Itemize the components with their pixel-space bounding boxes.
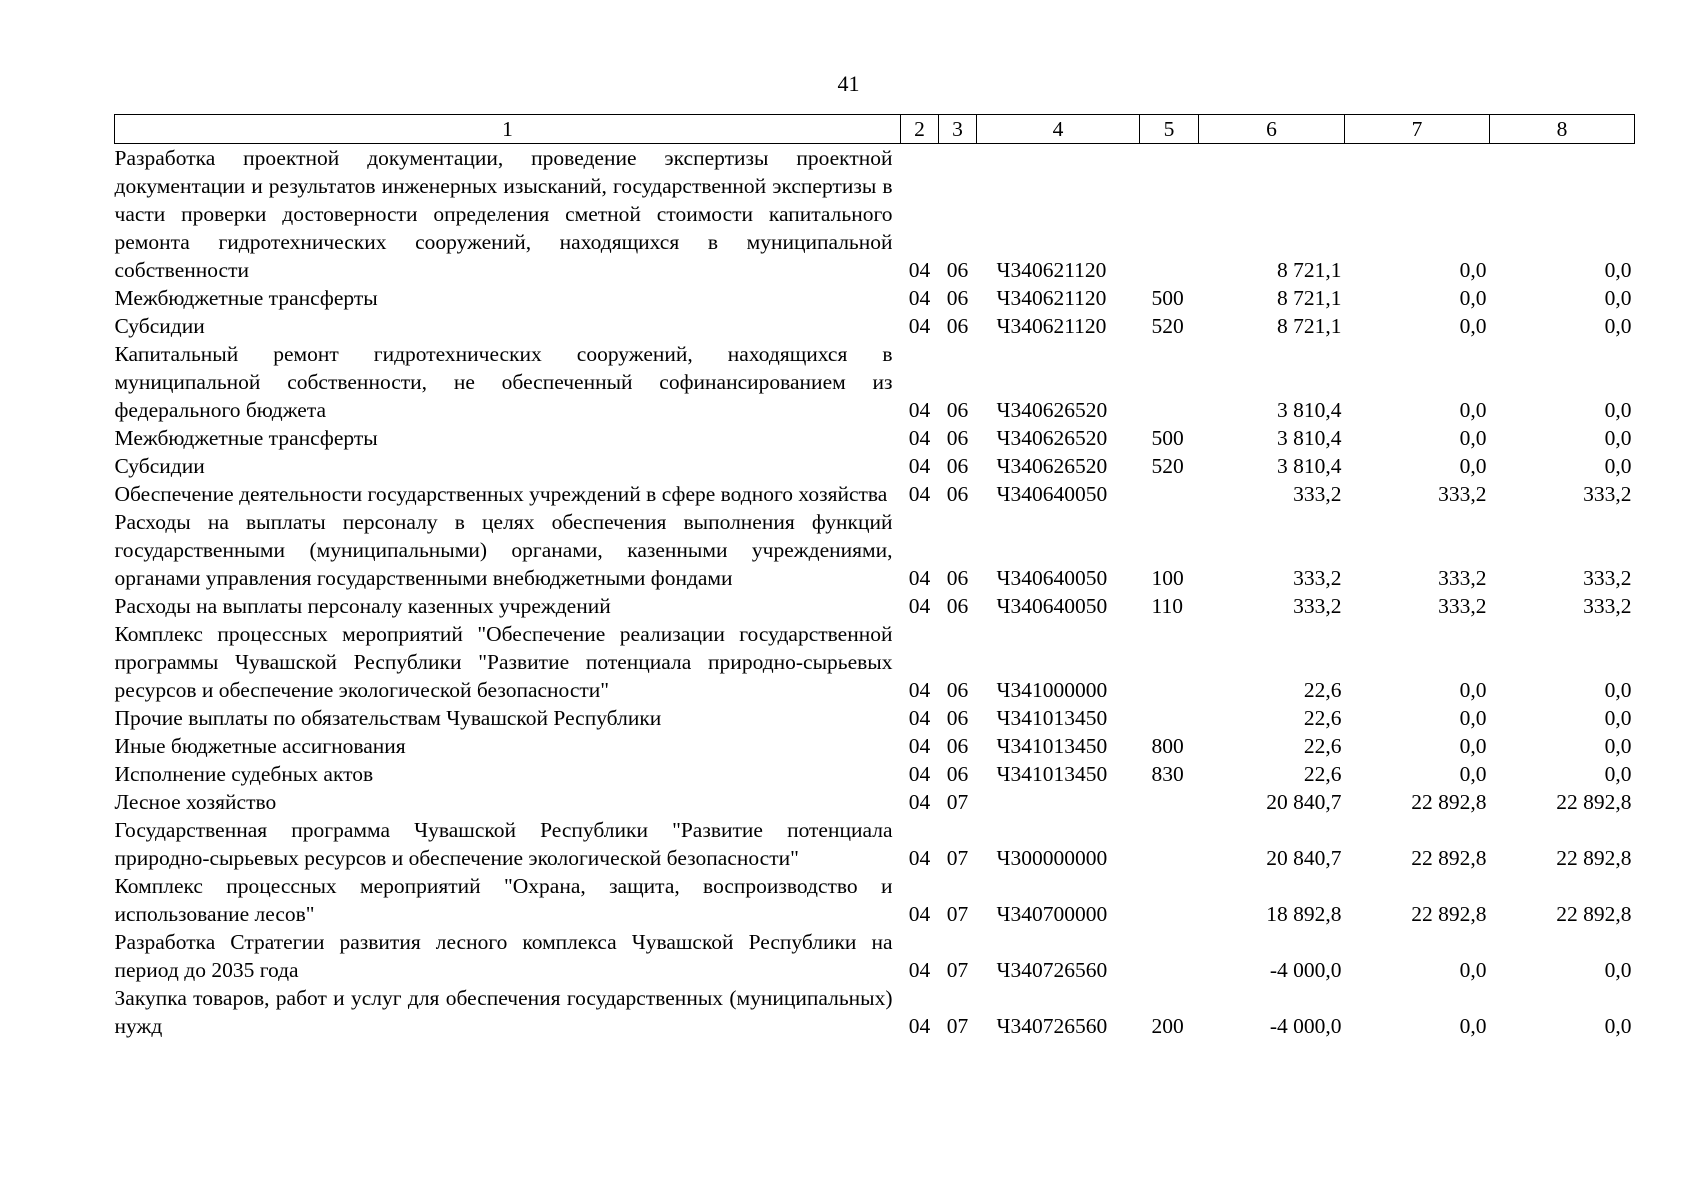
target-item-code-cell: Ч340626520 <box>996 398 1108 422</box>
expense-type-code-cell <box>1140 480 1199 508</box>
expense-name-cell: Комплекс процессных мероприятий "Охрана, защита, воспроизводство и использование лесов" <box>114 874 893 926</box>
amount-col6-cell: 3 810,4 <box>1277 398 1342 422</box>
amount-col6-cell: 333,2 <box>1293 594 1342 618</box>
target-item-code-cell: Ч340640050 <box>996 594 1108 618</box>
amount-col8-cell: 0,0 <box>1604 1014 1632 1038</box>
amount-col6-cell: 8 721,1 <box>1277 258 1342 282</box>
amount-col7-cell: 22 892,8 <box>1411 790 1487 814</box>
amount-col8-cell: 0,0 <box>1604 706 1632 730</box>
amount-col6-cell: 22,6 <box>1303 678 1342 702</box>
target-item-code-cell: Ч340621120 <box>996 286 1107 310</box>
target-item-code-cell: Ч340621120 <box>996 258 1107 282</box>
header-cell-6: 6 <box>1199 115 1345 144</box>
amount-col6-cell: 20 840,7 <box>1266 846 1342 870</box>
table-row <box>115 312 1635 340</box>
expense-type-code-cell <box>1140 144 1199 285</box>
subsection-code-cell: 07 <box>946 846 969 870</box>
subsection-code-cell: 06 <box>946 566 969 590</box>
expense-type-code-cell: 200 <box>1151 1014 1184 1038</box>
amount-col8-cell: 0,0 <box>1604 426 1632 450</box>
expense-name-cell: Лесное хозяйство <box>114 790 277 814</box>
table-header <box>115 115 1635 144</box>
header-cell-1: 1 <box>115 115 901 144</box>
expense-type-code-cell: 110 <box>1151 594 1183 618</box>
amount-col8-cell: 333,2 <box>1583 594 1632 618</box>
header-cell-8: 8 <box>1490 115 1635 144</box>
amount-col7-cell: 0,0 <box>1459 426 1487 450</box>
table-row <box>115 284 1635 312</box>
expense-type-code-cell: 500 <box>1151 426 1184 450</box>
target-item-code-cell: Ч300000000 <box>996 846 1108 870</box>
expense-name-cell: Межбюджетные трансферты <box>114 286 378 310</box>
table-row <box>115 704 1635 732</box>
expense-name-cell: Прочие выплаты по обязательствам Чувашской Республики <box>114 706 662 730</box>
amount-col6-cell: 22,6 <box>1303 734 1342 758</box>
expense-name-cell: Межбюджетные трансферты <box>114 426 378 450</box>
section-code-cell: 04 <box>908 258 931 282</box>
target-item-code-cell: Ч340626520 <box>996 454 1108 478</box>
expense-type-code-cell <box>1140 620 1199 704</box>
table-row <box>115 816 1635 872</box>
section-code-cell: 04 <box>908 678 931 702</box>
section-code-cell: 04 <box>908 790 931 814</box>
table-row <box>115 872 1635 928</box>
expense-type-code-cell: 520 <box>1151 454 1184 478</box>
expense-name-cell: Государственная программа Чувашской Республики "Развитие потенциала природно-сырьевых ресурсов и обеспечение экологической безопасности" <box>114 818 893 870</box>
amount-col7-cell: 0,0 <box>1459 734 1487 758</box>
expense-type-code-cell: 100 <box>1151 566 1184 590</box>
subsection-code-cell: 06 <box>946 286 969 310</box>
expense-type-code-cell <box>1140 872 1199 928</box>
amount-col6-cell: 22,6 <box>1303 762 1342 786</box>
expense-name-cell: Расходы на выплаты персоналу в целях обеспечения выполнения функций государственными (муниципальными) органами, казенными учреждениями, органами управления государственными внебюджетными фондами <box>114 510 893 590</box>
amount-col7-cell: 0,0 <box>1459 958 1487 982</box>
subsection-code-cell: 06 <box>946 706 969 730</box>
subsection-code-cell: 07 <box>946 790 969 814</box>
amount-col7-cell: 333,2 <box>1438 482 1487 506</box>
section-code-cell: 04 <box>908 734 931 758</box>
header-row <box>115 115 1635 144</box>
subsection-code-cell: 06 <box>946 762 969 786</box>
section-code-cell: 04 <box>908 846 931 870</box>
table-row <box>115 480 1635 508</box>
expense-name-cell: Расходы на выплаты персоналу казенных учреждений <box>114 594 611 618</box>
subsection-code-cell: 07 <box>946 902 969 926</box>
expense-name-cell: Закупка товаров, работ и услуг для обеспечения государственных (муниципальных) нужд <box>114 986 893 1038</box>
expense-name-cell: Капитальный ремонт гидротехнических сооружений, находящихся в муниципальной собственности, не обеспеченный софинансированием из федерального бюджета <box>114 342 893 422</box>
amount-col7-cell: 0,0 <box>1459 454 1487 478</box>
amount-col6-cell: 18 892,8 <box>1266 902 1342 926</box>
subsection-code-cell: 06 <box>946 398 969 422</box>
amount-col8-cell: 0,0 <box>1604 314 1632 338</box>
amount-col7-cell: 0,0 <box>1459 314 1487 338</box>
table-row <box>115 340 1635 424</box>
target-item-code-cell: Ч340626520 <box>996 426 1108 450</box>
amount-col6-cell: 22,6 <box>1303 706 1342 730</box>
amount-col8-cell: 22 892,8 <box>1556 902 1632 926</box>
subsection-code-cell: 06 <box>946 594 969 618</box>
expense-type-code-cell <box>1140 928 1199 984</box>
amount-col6-cell: -4 000,0 <box>1269 958 1342 982</box>
target-item-code-cell: Ч341013450 <box>996 706 1108 730</box>
table-row <box>115 508 1635 592</box>
table-row <box>115 592 1635 620</box>
amount-col6-cell: 3 810,4 <box>1277 426 1342 450</box>
amount-col7-cell: 0,0 <box>1459 762 1487 786</box>
table-row <box>115 928 1635 984</box>
amount-col8-cell: 0,0 <box>1604 958 1632 982</box>
expense-name-cell: Иные бюджетные ассигнования <box>114 734 406 758</box>
amount-col8-cell: 333,2 <box>1583 566 1632 590</box>
amount-col6-cell: 20 840,7 <box>1266 790 1342 814</box>
section-code-cell: 04 <box>908 314 931 338</box>
amount-col8-cell: 22 892,8 <box>1556 846 1632 870</box>
section-code-cell: 04 <box>908 482 931 506</box>
target-item-code-cell: Ч340700000 <box>996 902 1108 926</box>
target-item-code-cell: Ч340640050 <box>996 566 1108 590</box>
expense-name-cell: Исполнение судебных актов <box>114 762 374 786</box>
subsection-code-cell: 06 <box>946 426 969 450</box>
amount-col7-cell: 0,0 <box>1459 706 1487 730</box>
amount-col6-cell: 8 721,1 <box>1277 286 1342 310</box>
section-code-cell: 04 <box>908 594 931 618</box>
expense-type-code-cell <box>1140 788 1199 816</box>
section-code-cell: 04 <box>908 426 931 450</box>
amount-col8-cell: 333,2 <box>1583 482 1632 506</box>
section-code-cell: 04 <box>908 1014 931 1038</box>
expense-name-cell: Субсидии <box>114 314 205 338</box>
target-item-code-cell: Ч340726560 <box>996 958 1108 982</box>
table-body <box>115 144 1635 1041</box>
amount-col7-cell: 333,2 <box>1438 566 1487 590</box>
subsection-code-cell: 06 <box>946 678 969 702</box>
section-code-cell: 04 <box>908 398 931 422</box>
subsection-code-cell: 06 <box>946 314 969 338</box>
table-row <box>115 424 1635 452</box>
subsection-code-cell: 06 <box>946 258 969 282</box>
table-row <box>115 984 1635 1040</box>
expense-name-cell: Разработка Стратегии развития лесного комплекса Чувашской Республики на период до 2035 года <box>114 930 893 982</box>
expense-type-code-cell: 800 <box>1151 734 1184 758</box>
header-cell-2: 2 <box>901 115 939 144</box>
amount-col7-cell: 333,2 <box>1438 594 1487 618</box>
amount-col6-cell: 3 810,4 <box>1277 454 1342 478</box>
section-code-cell: 04 <box>908 902 931 926</box>
expense-type-code-cell <box>1140 340 1199 424</box>
amount-col7-cell: 0,0 <box>1459 258 1487 282</box>
section-code-cell: 04 <box>908 958 931 982</box>
table-row <box>115 760 1635 788</box>
amount-col7-cell: 0,0 <box>1459 286 1487 310</box>
amount-col8-cell: 0,0 <box>1604 734 1632 758</box>
target-item-code-cell: Ч341013450 <box>996 762 1108 786</box>
amount-col6-cell: 8 721,1 <box>1277 314 1342 338</box>
header-cell-5: 5 <box>1140 115 1199 144</box>
amount-col6-cell: 333,2 <box>1293 566 1342 590</box>
amount-col8-cell: 0,0 <box>1604 678 1632 702</box>
expense-name-cell: Субсидии <box>114 454 205 478</box>
header-cell-4: 4 <box>977 115 1140 144</box>
amount-col8-cell: 0,0 <box>1604 454 1632 478</box>
amount-col8-cell: 0,0 <box>1604 286 1632 310</box>
subsection-code-cell: 06 <box>946 482 969 506</box>
expense-type-code-cell: 500 <box>1151 286 1184 310</box>
section-code-cell: 04 <box>908 286 931 310</box>
target-item-code-cell: Ч340621120 <box>996 314 1107 338</box>
page-number: 41 <box>837 71 860 96</box>
table-row <box>115 452 1635 480</box>
target-item-code-cell: Ч340640050 <box>996 482 1108 506</box>
header-cell-7: 7 <box>1345 115 1490 144</box>
target-item-code-cell <box>977 788 1140 816</box>
expense-name-cell: Разработка проектной документации, проведение экспертизы проектной документации и результатов инженерных изысканий, государственной экспертизы в части проверки достоверности определения сметной стоимости капитального ремонта гидротехнических сооружений, находящихся в муниципальной собственности <box>114 146 893 282</box>
amount-col7-cell: 22 892,8 <box>1411 846 1487 870</box>
table-row <box>115 732 1635 760</box>
amount-col7-cell: 22 892,8 <box>1411 902 1487 926</box>
target-item-code-cell: Ч340726560 <box>996 1014 1108 1038</box>
table-row <box>115 620 1635 704</box>
target-item-code-cell: Ч341000000 <box>996 678 1108 702</box>
table-row <box>115 144 1635 285</box>
amount-col8-cell: 0,0 <box>1604 762 1632 786</box>
section-code-cell: 04 <box>908 566 931 590</box>
section-code-cell: 04 <box>908 454 931 478</box>
expense-name-cell: Комплекс процессных мероприятий "Обеспечение реализации государственной программы Чувашской Республики "Развитие потенциала природно-сырьевых ресурсов и обеспечение экологической безопасности" <box>114 622 893 702</box>
amount-col7-cell: 0,0 <box>1459 398 1487 422</box>
budget-table <box>114 114 1635 1040</box>
expense-type-code-cell: 520 <box>1151 314 1184 338</box>
amount-col7-cell: 0,0 <box>1459 678 1487 702</box>
expense-type-code-cell <box>1140 704 1199 732</box>
subsection-code-cell: 06 <box>946 454 969 478</box>
expense-name-cell: Обеспечение деятельности государственных учреждений в сфере водного хозяйства <box>114 482 888 506</box>
header-cell-3: 3 <box>939 115 977 144</box>
amount-col6-cell: -4 000,0 <box>1269 1014 1342 1038</box>
table-row <box>115 788 1635 816</box>
amount-col8-cell: 22 892,8 <box>1556 790 1632 814</box>
expense-type-code-cell <box>1140 816 1199 872</box>
subsection-code-cell: 07 <box>946 958 969 982</box>
subsection-code-cell: 07 <box>946 1014 969 1038</box>
amount-col7-cell: 0,0 <box>1459 1014 1487 1038</box>
section-code-cell: 04 <box>908 706 931 730</box>
target-item-code-cell: Ч341013450 <box>996 734 1108 758</box>
subsection-code-cell: 06 <box>946 734 969 758</box>
expense-type-code-cell: 830 <box>1151 762 1184 786</box>
amount-col6-cell: 333,2 <box>1293 482 1342 506</box>
section-code-cell: 04 <box>908 762 931 786</box>
amount-col8-cell: 0,0 <box>1604 258 1632 282</box>
amount-col8-cell: 0,0 <box>1604 398 1632 422</box>
